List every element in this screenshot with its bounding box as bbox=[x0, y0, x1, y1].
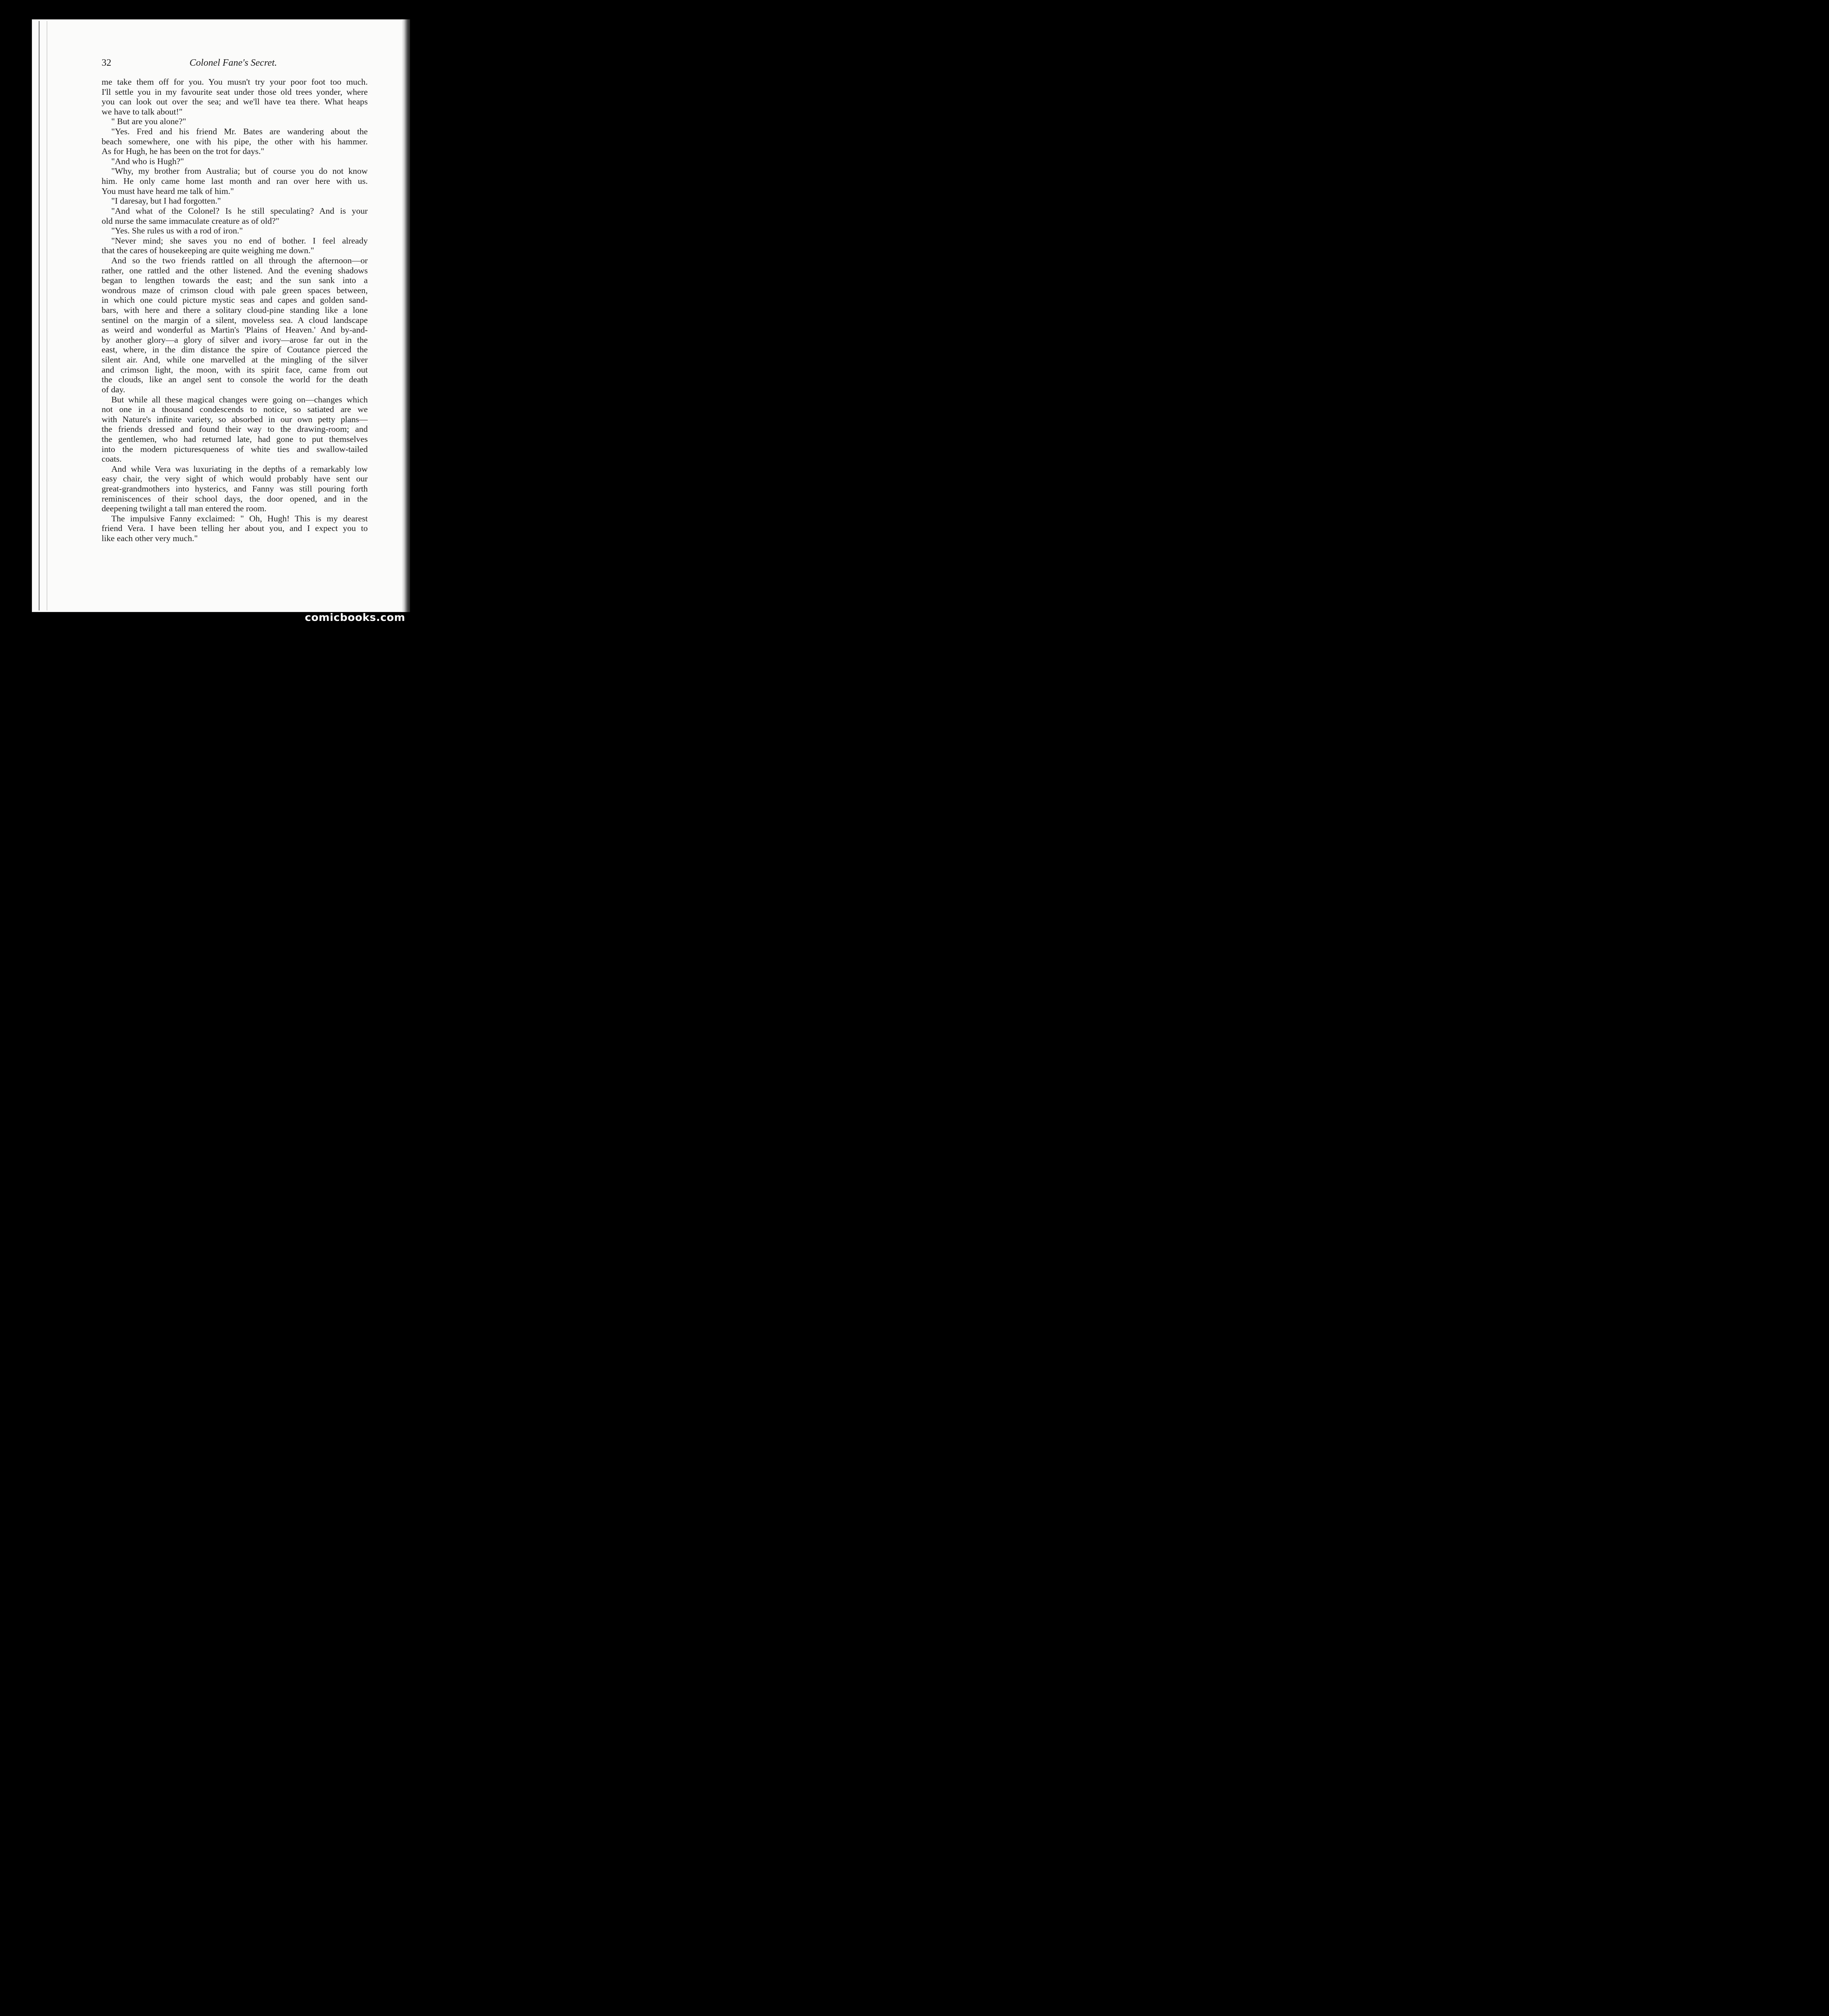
page-edge-shadow bbox=[402, 19, 410, 612]
text-line: But while all these magical changes were going on—changes which bbox=[111, 394, 368, 404]
text-line: the clouds, like an angel sent to console the world for the death bbox=[102, 375, 368, 385]
text-line: wondrous maze of crimson cloud with pale green spaces between, bbox=[102, 285, 368, 295]
page-number: 32 bbox=[102, 58, 111, 68]
text-line: great-grandmothers into hysterics, and Fanny was still pouring forth bbox=[102, 483, 368, 494]
watermark-text: comicbooks.com bbox=[304, 612, 405, 624]
text-line: that the cares of housekeeping are quite weighing me down." bbox=[102, 246, 314, 256]
running-title: Colonel Fane's Secret. bbox=[190, 58, 277, 68]
body-text bbox=[102, 77, 368, 544]
text-line: "Why, my brother from Australia; but of course you do not know bbox=[111, 166, 368, 176]
text-line: "I daresay, but I had forgotten." bbox=[111, 196, 221, 206]
text-line: coats. bbox=[102, 454, 122, 464]
text-line: of day. bbox=[102, 384, 125, 394]
text-line: I'll settle you in my favourite seat under those old trees yonder, where bbox=[102, 87, 368, 97]
text-line: and crimson light, the moon, with its spirit face, came from out bbox=[102, 364, 368, 375]
text-line: with Nature's infinite variety, so absorbed in our own petty plans— bbox=[102, 414, 368, 424]
text-line: " But are you alone?" bbox=[111, 117, 186, 127]
text-line: reminiscences of their school days, the door opened, and in the bbox=[102, 494, 368, 504]
text-line: sentinel on the margin of a silent, moveless sea. A cloud landscape bbox=[102, 315, 368, 325]
text-line: not one in a thousand condescends to notice, so satiated are we bbox=[102, 404, 368, 414]
text-line: him. He only came home last month and ran over here with us. bbox=[102, 176, 368, 186]
running-header bbox=[102, 58, 368, 71]
text-line: easy chair, the very sight of which would probably have sent our bbox=[102, 474, 368, 484]
text-line: like each other very much." bbox=[102, 533, 198, 544]
text-line: As for Hugh, he has been on the trot for days." bbox=[102, 146, 265, 156]
text-line: friend Vera. I have been telling her about you, and I expect you to bbox=[102, 523, 368, 533]
text-line: began to lengthen towards the east; and the sun sank into a bbox=[102, 275, 368, 285]
text-line: the friends dressed and found their way to the drawing-room; and bbox=[102, 424, 368, 434]
text-line: And while Vera was luxuriating in the depths of a remarkably low bbox=[111, 464, 368, 474]
text-line: you can look out over the sea; and we'll have tea there. What heaps bbox=[102, 97, 368, 107]
text-line: deepening twilight a tall man entered the room. bbox=[102, 504, 267, 514]
text-line: me take them off for you. You musn't try your poor foot too much. bbox=[102, 77, 368, 87]
text-line: "And who is Hugh?" bbox=[111, 156, 184, 166]
text-line: And so the two friends rattled on all through the afternoon—or bbox=[111, 255, 368, 265]
text-line: old nurse the same immaculate creature as of old?" bbox=[102, 216, 279, 226]
text-line: "And what of the Colonel? Is he still speculating? And is your bbox=[111, 206, 368, 216]
text-line: "Yes. She rules us with a rod of iron." bbox=[111, 226, 243, 236]
text-line: rather, one rattled and the other listened. And the evening shadows bbox=[102, 265, 368, 275]
text-line: silent air. And, while one marvelled at the mingling of the silver bbox=[102, 355, 368, 365]
text-line: "Yes. Fred and his friend Mr. Bates are wandering about the bbox=[111, 127, 368, 137]
text-line: bars, with here and there a solitary cloud-pine standing like a lone bbox=[102, 305, 368, 315]
text-line: east, where, in the dim distance the spire of Coutance pierced the bbox=[102, 345, 368, 355]
text-line: The impulsive Fanny exclaimed: " Oh, Hugh! This is my dearest bbox=[111, 513, 368, 523]
text-line: into the modern picturesqueness of white ties and swallow-tailed bbox=[102, 444, 368, 454]
text-line: beach somewhere, one with his pipe, the other with his hammer. bbox=[102, 136, 368, 146]
text-line: the gentlemen, who had returned late, had gone to put themselves bbox=[102, 434, 368, 444]
text-line: You must have heard me talk of him." bbox=[102, 186, 234, 196]
text-line: in which one could picture mystic seas and capes and golden sand- bbox=[102, 295, 368, 305]
binding-line bbox=[39, 21, 40, 610]
text-line: we have to talk about!" bbox=[102, 106, 183, 117]
text-line: by another glory—a glory of silver and ivory—arose far out in the bbox=[102, 335, 368, 345]
text-line: "Never mind; she saves you no end of bother. I feel already bbox=[111, 235, 368, 246]
text-line: as weird and wonderful as Martin's 'Plains of Heaven.' And by-and- bbox=[102, 325, 368, 335]
